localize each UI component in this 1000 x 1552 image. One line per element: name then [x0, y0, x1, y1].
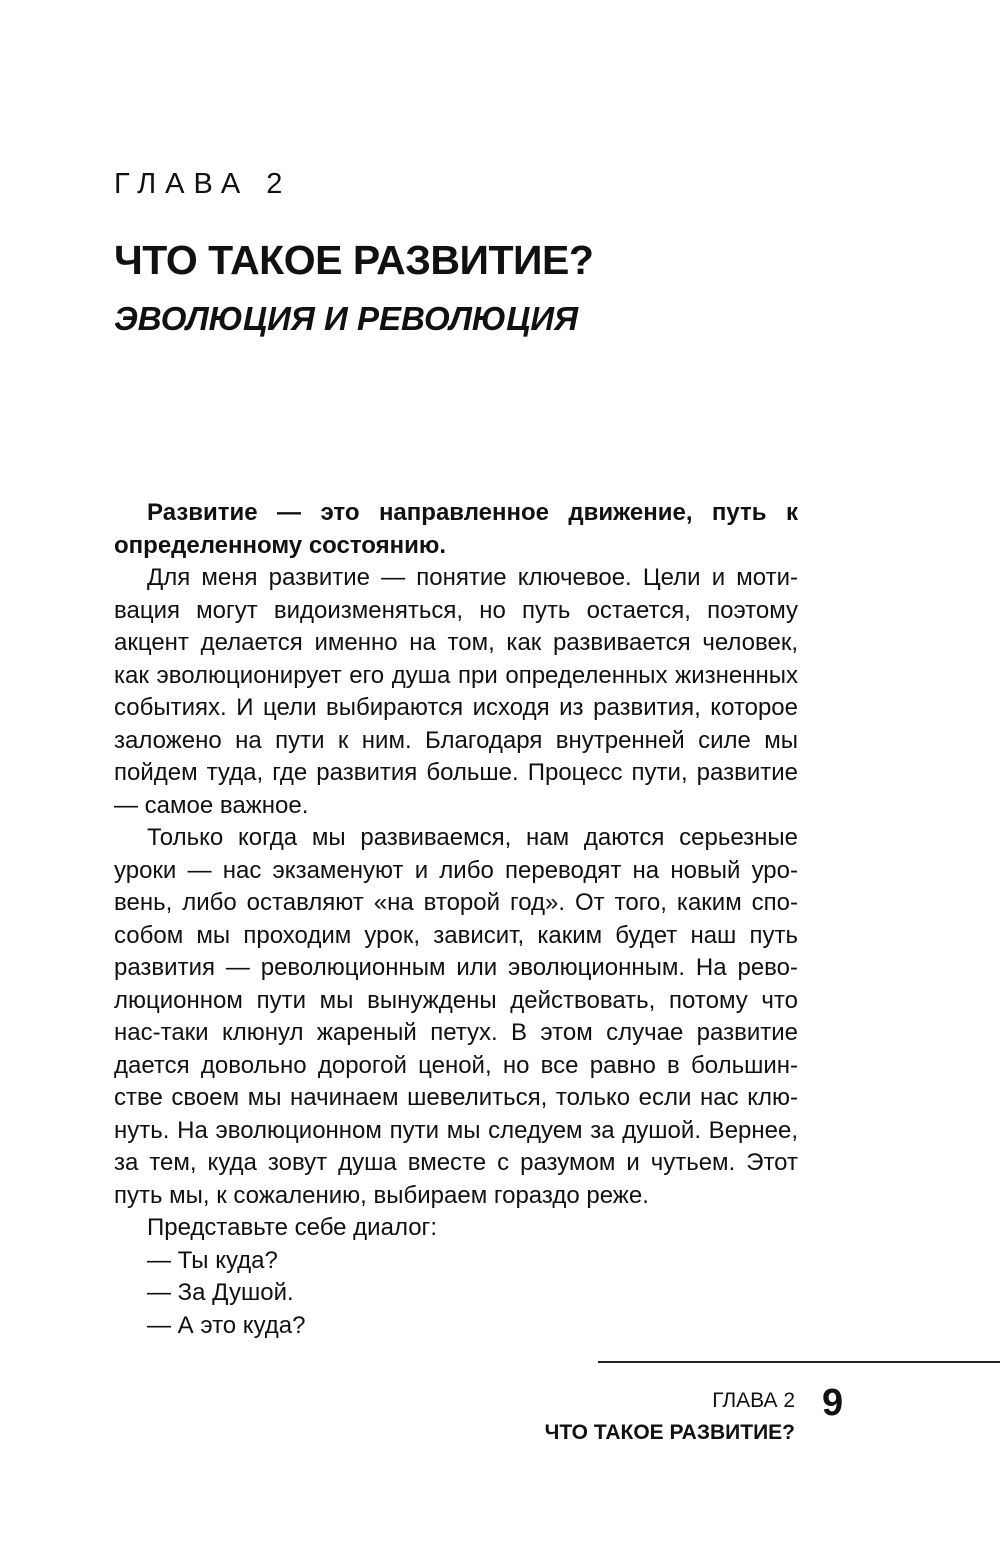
dialog-line: — За Душой.: [147, 1279, 294, 1306]
dialog-line: — Ты куда?: [147, 1246, 278, 1274]
dialog-line: — А это куда?: [147, 1311, 306, 1339]
body-text: [114, 497, 798, 1342]
footer-chapter-title: ЧТО ТАКОЕ РАЗВИТИЕ?: [544, 1421, 795, 1444]
footer-chapter-label: ГЛАВА 2: [712, 1389, 795, 1412]
paragraph: Для меня развитие — понятие ключевое. Цели и мотивация могут видоизменяться, но путь остается, поэтому акцент делается именно на том, как развивается человек, как эволюционирует его душа при определенных жизненных событиях. И цели выбираются исходя из развития, которое заложено на пути к ним. Благодаря внутренней силе мы пойдем туда, где развития больше. Процесс пути, развитие — самое важное.: [114, 564, 798, 819]
paragraph: Представьте себе диалог:: [147, 1214, 437, 1241]
chapter-label: ГЛАВА 2: [114, 168, 292, 200]
footer-rule: [598, 1361, 1000, 1363]
page-number: 9: [822, 1382, 844, 1424]
chapter-title: ЧТО ТАКОЕ РАЗВИТИЕ?: [114, 237, 594, 283]
paragraph: Только когда мы развиваемся, нам даются серьезные уроки — нас экзаменуют и либо переводят на новый уровень, либо оставляют «на второй год». От того, каким способом мы проходим урок, зависит, каким будет наш путь развития — революционным или эволюционным. На революционном пути мы вынуждены действовать, потому что нас-таки клюнул жареный петух. В этом случае развитие дается довольно дорогой ценой, но все равно в большинстве своем мы начинаем шевелиться, только если нас клюнуть. На эволюционном пути мы следуем за душой. Вернее, за тем, куда зовут душа вместе с разумом и чутьем. Этот путь мы, к сожалению, выбираем гораздо реже.: [114, 824, 798, 1209]
chapter-subtitle: ЭВОЛЮЦИЯ И РЕВОЛЮЦИЯ: [114, 300, 579, 337]
lead-paragraph: Развитие — это направленное движение, путь к определенному состоянию.: [114, 499, 798, 559]
